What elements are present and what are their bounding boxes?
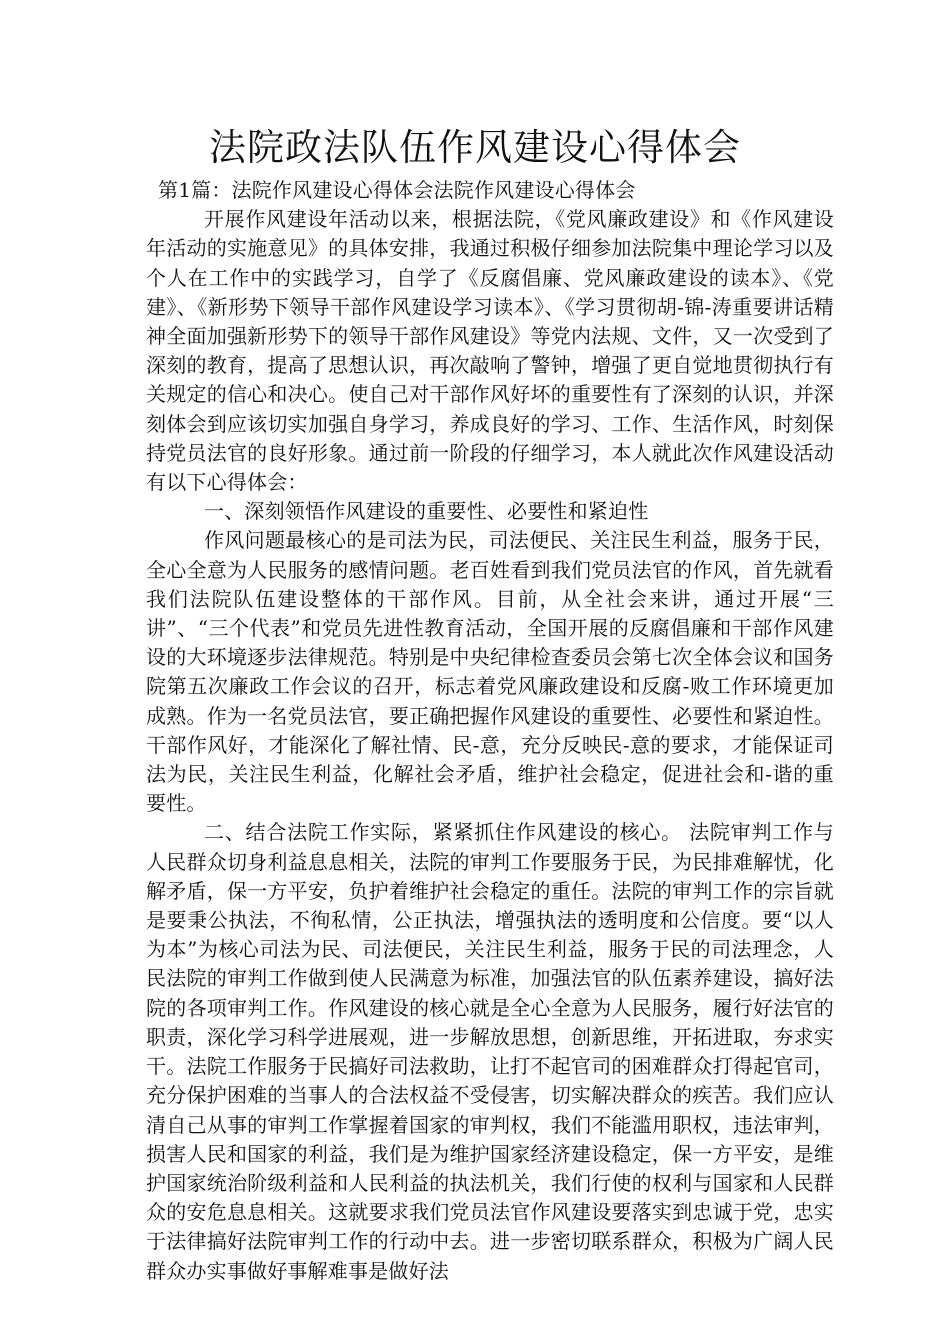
document-body xyxy=(146,176,834,1286)
body-paragraph: 二、结合法院工作实际，紧紧抓住作风建设的核心。 法院审判工作与人民群众切身利益息息相关，法院的审判工作要服务于民，为民排难解忧，化解矛盾，保一方平安，负护着维护社会稳定的重任。法院的审判工作的宗旨就是要秉公执法，不徇私情，公正执法，增强执法的透明度和公信度。要“以人为本”为核心司法为民、司法便民，关注民生利益，服务于民的司法理念，人民法院的审判工作做到使人民满意为标准，加强法官的队伍素养建设，搞好法院的各项审判工作。作风建设的核心就是全心全意为人民服务，履行好法官的职责，深化学习科学进展观，进一步解放思想，创新思维，开拓进取，夯求实干。法院工作服务于民搞好司法救助，让打不起官司的困难群众打得起官司，充分保护困难的当事人的合法权益不受侵害，切实解决群众的疾苦。我们应认清自己从事的审判工作掌握着国家的审判权，我们不能滥用职权，违法审判，损害人民和国家的利益，我们是为维护国家经济建设稳定，保一方平安，是维护国家统治阶级利益和人民利益的执法机关，我们行使的权利与国家和人民群众的安危息息相关。这就要求我们党员法官作风建设要落实到忠诚于党，忠实于法律搞好法院审判工作的行动中去。进一步密切联系群众，积极为广阔人民群众办实事做好事解难事是做好法 xyxy=(146,820,834,1283)
document-title: 法院政法队伍作风建设心得体会 xyxy=(209,126,741,169)
body-paragraph: 开展作风建设年活动以来，根据法院，《党风廉政建设》和《作风建设年活动的实施意见》的具体安排，我通过积极仔细参加法院集中理论学习以及个人在工作中的实践学习，自学了《反腐倡廉、党风廉政建设的读本》、《党建》、《新形势下领导干部作风建设学习读本》、《学习贯彻胡-锦-涛重要讲话精神全面加强新形势下的领导干部作风建设》等党内法规、文件，又一次受到了深刻的教育，提高了思想认识，再次敲响了警钟，增强了更自觉地贯彻执行有关规定的信心和决心。使自己对干部作风好坏的重要性有了深刻的认识，并深刻体会到应该切实加强自身学习，养成良好的学习、工作、生活作风，时刻保持党员法官的良好形象。通过前一阶段的仔细学习，本人就此次作风建设活动有以下心得体会： xyxy=(146,207,834,495)
body-paragraph: 作风问题最核心的是司法为民，司法便民、关注民生利益，服务于民，全心全意为人民服务的感情问题。老百姓看到我们党员法官的作风，首先就看我们法院队伍建设整体的干部作风。目前，从全社会来讲，通过开展“三讲”、“三个代表”和党员先进性教育活动，全国开展的反腐倡廉和干部作风建设的大环境逐步法律规范。特别是中央纪律检查委员会第七次全体会议和国务院第五次廉政工作会议的召开，标志着党风廉政建设和反腐-败工作环境更加成熟。作为一名党员法官，要正确把握作风建设的重要性、必要性和紧迫性。干部作风好，才能深化了解社情、民-意，充分反映民-意的要求，才能保证司法为民，关注民生利益，化解社会矛盾，维护社会稳定，促进社会和-谐的重要性。 xyxy=(146,528,834,816)
section-heading: 一、深刻领悟作风建设的重要性、必要性和紧迫性 xyxy=(204,499,649,524)
section-subtitle: 第1篇：法院作风建设心得体会法院作风建设心得体会 xyxy=(158,178,636,202)
